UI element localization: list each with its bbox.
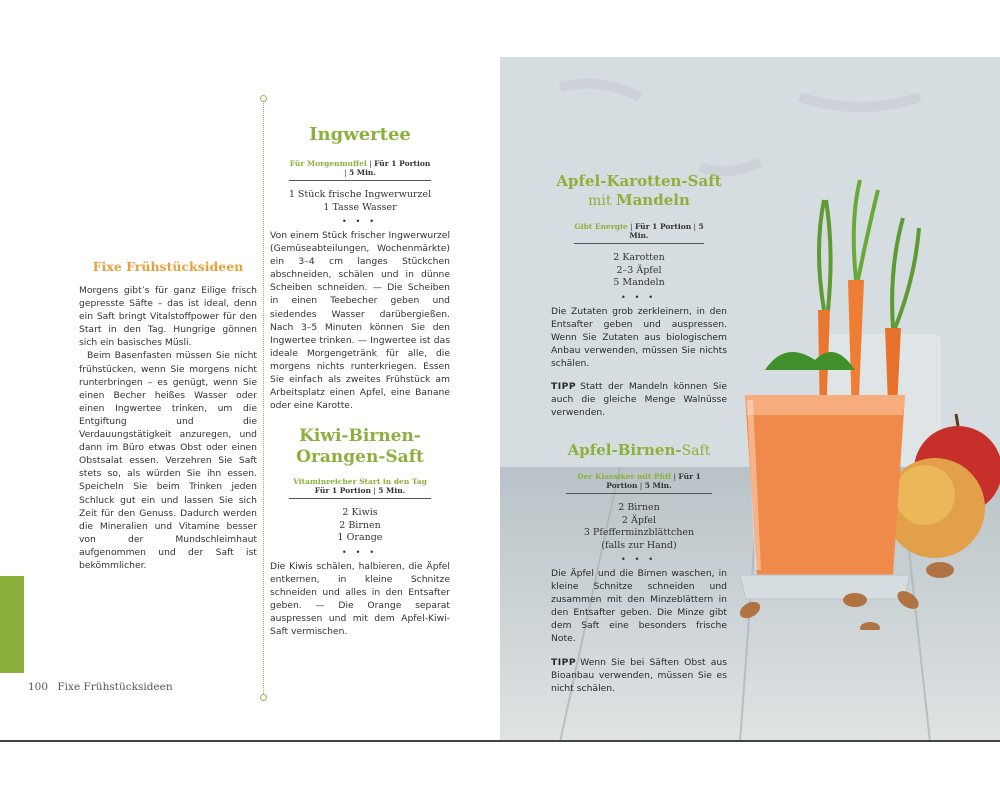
tipp-label: TIPP [551, 656, 577, 668]
ingredient-list [270, 189, 450, 214]
page-number: 100 [28, 681, 49, 693]
recipe-time: 5 Min. [348, 168, 376, 177]
recipe-title-line: Kiwi-Birnen- [299, 426, 421, 447]
recipe-meta: Vitaminreicher Start in den Tag Für 1 Portion | 5 Min. [289, 474, 431, 499]
recipe-time: 5 Min. [644, 481, 672, 490]
ingredient: 5 Mandeln [613, 277, 665, 288]
recipe-portion: Für 1 Portion [606, 472, 701, 490]
tipp [551, 380, 727, 419]
ingredient-list [270, 507, 450, 545]
recipe-portion: Für 1 Portion [314, 486, 371, 496]
intro-text [79, 284, 257, 572]
recipe-time: 5 Min. [629, 222, 704, 240]
recipe-text: Die Zutaten grob zerkleinern, in den Entsafter geben und auspressen. Wenn Sie Zutaten aus biologischem Anbau verwenden, müssen Sie nichts schälen. [551, 305, 727, 369]
recipe-text: Von einem Stück frischer Ingwerwurzel (Gemüseabteilungen, Wochenmärkte) ein 3–4 cm langes Stückchen abschneiden, schälen und in dünne Scheiben schneiden. — Die Scheiben in einen Teebecher geben und siedendes Wasser darübergießen. Nach 3–5 Minuten können Sie den Ingwertee trinken. — Ingwertee ist das ideale Morgengetränk für alle, die morgens nichts runterkriegen. Essen Sie einfach als zweites Frühstück am Arbeitsplatz einen Apfel, eine Banane oder eine Karotte. [270, 230, 450, 412]
section-title: Fixe Frühstücksideen [92, 259, 244, 274]
intro-paragraph: Beim Basenfasten müssen Sie nicht frühstücken, wenn Sie morgens nicht runterbringen – es genügt, wenn Sie einen Becher heißes Wasser oder einen Ingwertee trinken, um die Entgiftung und die Verdauungstätigkeit anzuregen, und dann im Büro etwas Obst oder einen Obstsalat essen. Verzehren Sie Saft stets so, als würden Sie ihn essen. Speicheln Sie beim Trinken jeden Schluck gut ein und lassen Sie sich Zeit für den Genuss. Dadurch werden die Mineralien und Vitamine besser von der Mundschleimhaut aufgenommen und der Saft ist bekömmlicher. [79, 350, 257, 571]
chapter-tab [0, 576, 24, 673]
recipe-column [270, 124, 450, 638]
recipe-title-karotten [551, 172, 727, 211]
recipe-title-light: Saft [681, 443, 711, 459]
ingredient: 2 Äpfel [621, 514, 657, 526]
recipe-tag: Für Morgenmuffel [289, 159, 367, 168]
divider-dot-top [260, 95, 267, 102]
recipe-title-line: Orangen-Saft [296, 447, 424, 468]
recipe-text: Die Kiwis schälen, halbieren, die Äpfel entkernen, in kleine Schnitze schneiden und alles in den Entsafter geben. — Die Orange separat auspressen und mit dem Apfel-Kiwi-Saft vermischen. [270, 560, 450, 638]
recipe-meta: Der Klassiker mit Pfiff | Für 1 Portion | 5 Min. [566, 469, 712, 494]
recipe-title-bold: Mandeln [615, 191, 690, 209]
ingredient: 2 Birnen [618, 502, 660, 513]
intro-paragraph: Morgens gibt’s für ganz Eilige frisch gepresste Säfte – das ist ideal, denn ein Saft bringt Vitalstoffpower für den Start in den Tag. Hungrige gönnen sich ein basisches Müsli. [79, 285, 257, 349]
recipe-tag: Der Klassiker mit Pfiff [577, 472, 672, 481]
recipe-title-kiwi [270, 426, 450, 468]
ingredient: (falls zur Hand) [601, 539, 677, 551]
separator: • • • [621, 291, 657, 302]
running-footer [28, 681, 173, 693]
recipe-title-bold: Apfel-Birnen- [567, 441, 682, 459]
ingredient: 3 Pfefferminzblättchen [583, 527, 695, 538]
recipe-title-ingwertee: Ingwertee [309, 124, 411, 145]
ingredient: 1 Stück frische Ingwerwurzel [288, 189, 432, 200]
ingredient: 1 Orange [337, 532, 383, 544]
juice-photo [720, 170, 1000, 630]
recipe-text: Die Äpfel und die Birnen waschen, in kleine Schnitze schneiden und zusammen mit den Minzeblättern in den Entsafter geben. Die Minze gibt dem Saft eine besonders frische Note. [551, 568, 727, 645]
recipe-meta: Für Morgenmuffel | Für 1 Portion | 5 Min. [289, 156, 431, 181]
recipe-title-light: mit [588, 193, 616, 209]
ingredient-list [551, 252, 727, 290]
column-divider [263, 98, 264, 698]
page-bottom-edge [0, 740, 1000, 742]
separator: • • • [621, 554, 657, 564]
separator: • • • [342, 216, 378, 226]
recipe-title-birnen [551, 441, 727, 461]
recipe-tag: Gibt Energie [574, 222, 628, 231]
recipe-tag: Vitaminreicher Start in den Tag [293, 477, 427, 487]
ingredient: 1 Tasse Wasser [323, 201, 397, 213]
running-head: Fixe Frühstücksideen [57, 681, 173, 693]
ingredient: 2 Karotten [613, 252, 665, 263]
recipe-title-line: Apfel-Karotten-Saft [556, 172, 722, 190]
tipp-text: Wenn Sie bei Säften Obst aus Bioanbau verwenden, müssen Sie es nicht schälen. [551, 656, 727, 694]
recipe-portion: Für 1 Portion [634, 222, 692, 231]
tipp-text: Statt der Mandeln können Sie auch die gleiche Menge Walnüsse verwenden. [551, 380, 727, 419]
recipe-portion: Für 1 Portion [374, 159, 431, 168]
ingredient: 2 Birnen [339, 519, 381, 531]
ingredient: 2 Kiwis [342, 507, 378, 519]
recipe-birnen [551, 441, 727, 695]
intro-column [79, 259, 257, 572]
recipe-time: 5 Min. [378, 486, 406, 496]
separator: • • • [342, 546, 378, 557]
ingredient-list [551, 502, 727, 552]
ingredient: 2–3 Äpfel [616, 264, 662, 276]
divider-dot-bottom [260, 694, 267, 701]
recipe-karotten [551, 172, 727, 419]
tipp [551, 656, 727, 695]
recipe-meta: Gibt Energie | Für 1 Portion | 5 Min. [574, 219, 704, 244]
tipp-label: TIPP [551, 380, 577, 392]
